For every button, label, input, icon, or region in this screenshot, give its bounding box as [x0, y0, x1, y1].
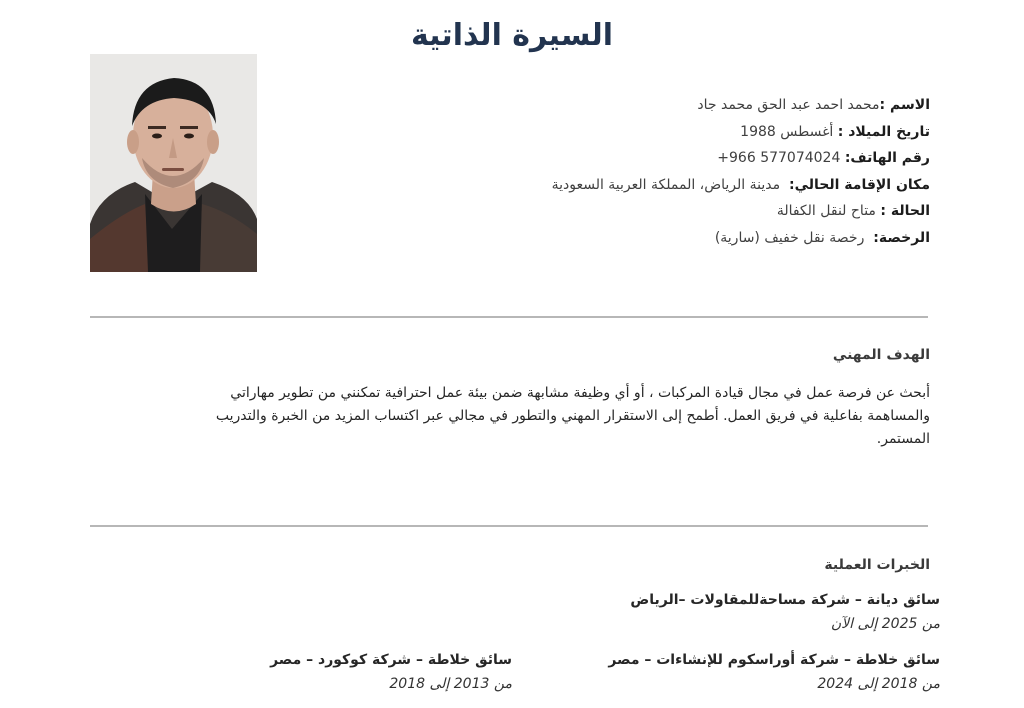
- name-label: الاسم :: [879, 97, 930, 113]
- job-period: من 2018 إلى 2024: [817, 676, 940, 692]
- license-label: الرخصة:: [873, 229, 930, 246]
- residence-value: مدينة الرياض، المملكة العربية السعودية: [551, 176, 781, 193]
- objective-line: والمساهمة بفاعلية في فريق العمل. أطمح إلى الاستقرار المهني والتطور في مجالي عبر اكتساب المزيد من الخبرة والتدريب: [215, 408, 930, 424]
- divider-bottom: [90, 525, 928, 527]
- residence-label: مكان الإقامة الحالي:: [789, 176, 930, 193]
- info-row-status: [410, 198, 930, 225]
- birthdate-label: تاريخ الميلاد :: [837, 123, 930, 140]
- objective-text: [140, 382, 930, 451]
- job-title: سائق خلاطة – شركة كوكورد – مصر: [270, 652, 512, 668]
- info-row-license: [410, 225, 930, 252]
- divider-top: [90, 316, 928, 318]
- job-entry: [270, 648, 512, 696]
- personal-info: [410, 92, 930, 252]
- status-value: متاح لنقل الكفالة: [776, 203, 876, 220]
- name-value: محمد احمد عبد الحق محمد جاد: [697, 97, 880, 113]
- license-value: رخصة نقل خفيف (سارية): [714, 229, 865, 246]
- job-period: من 2013 إلى 2018: [389, 676, 512, 692]
- objective-line: أبحث عن فرصة عمل في مجال قيادة المركبات ، أو أي وظيفة مشابهة ضمن بيئة عمل احترافية تمكنني من تطوير مهاراتي: [230, 385, 930, 401]
- profile-photo: [90, 54, 257, 272]
- objective-heading: الهدف المهني: [832, 347, 930, 363]
- job-entry: [608, 648, 940, 696]
- phone-value: +966 577074024: [717, 150, 841, 167]
- info-row-birthdate: [410, 119, 930, 146]
- info-row-residence: [410, 172, 930, 199]
- experience-heading: الخبرات العملية: [824, 557, 930, 573]
- phone-label: رقم الهاتف:: [844, 150, 930, 167]
- birthdate-value: أغسطس 1988: [740, 123, 834, 140]
- objective-line: المستمر.: [876, 431, 930, 447]
- job-title: سائق ديانة – شركة مساحةللمقاولات –الرياض: [630, 592, 940, 608]
- job-entry: [630, 588, 940, 636]
- status-label: الحالة :: [880, 203, 930, 220]
- info-row-phone: [410, 145, 930, 172]
- info-row-name: [410, 92, 930, 119]
- page-title: السيرة الذاتية: [410, 18, 613, 53]
- job-title: سائق خلاطة – شركة أوراسكوم للإنشاءات – مصر: [608, 652, 940, 668]
- job-period: من 2025 إلى الآن: [830, 616, 940, 632]
